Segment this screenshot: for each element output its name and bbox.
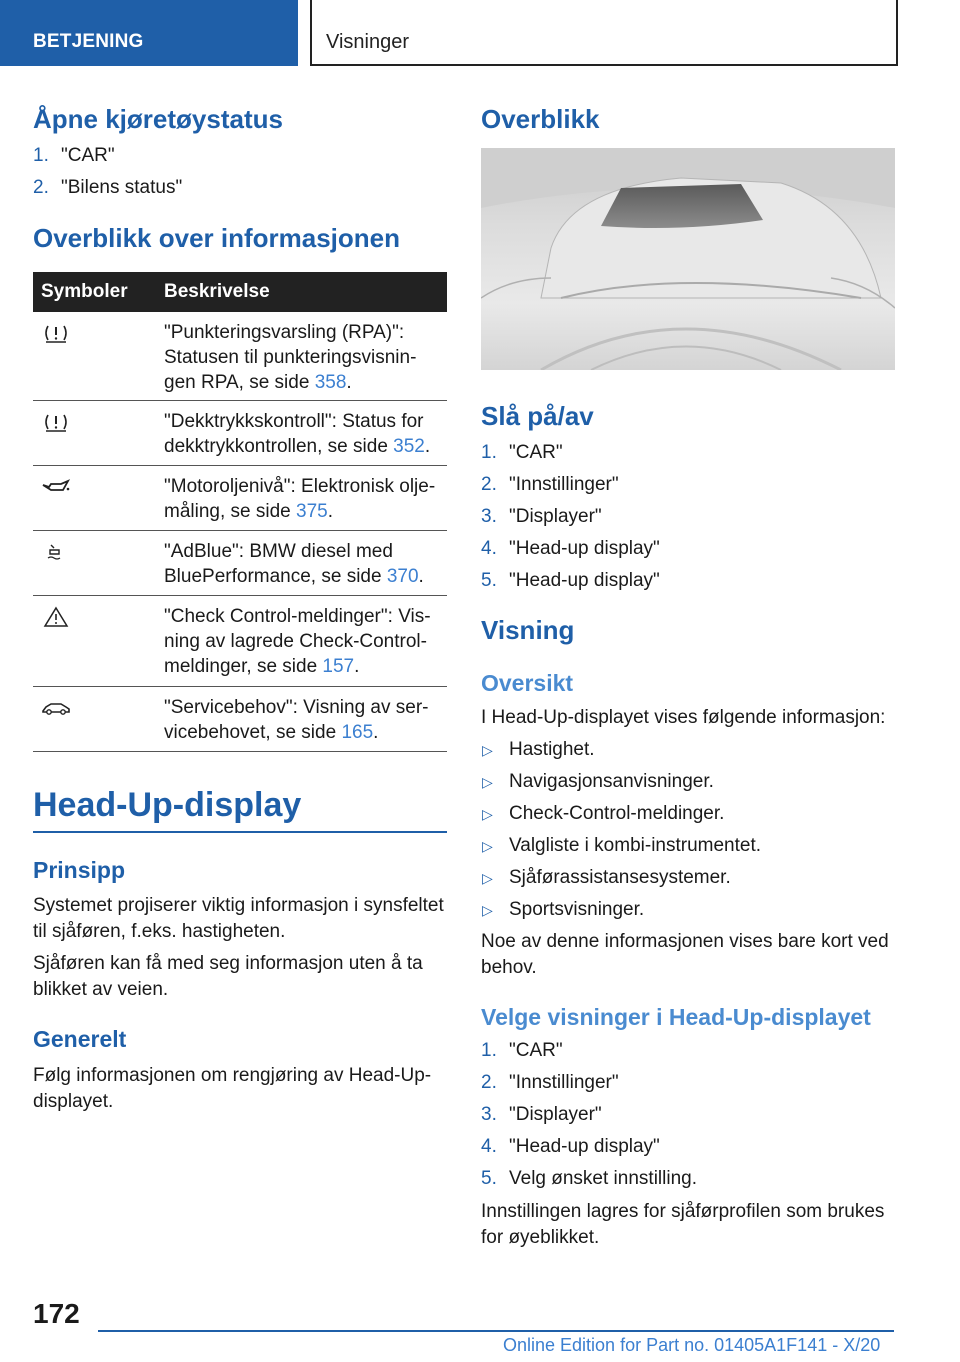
list-item: ▷ Valgliste i kombi-instrumentet.: [482, 835, 762, 856]
page-link[interactable]: 375: [296, 501, 328, 522]
display-bullets: [481, 737, 895, 929]
page-number: 172: [33, 1298, 80, 1329]
car-service-icon: [41, 697, 71, 719]
table-row: [33, 687, 447, 752]
select-views-steps: [481, 1038, 895, 1198]
list-item: 4. "Head-up display": [481, 1136, 660, 1157]
on-off-steps: [481, 440, 895, 600]
list-item: 5. Velg ønsket innstilling.: [481, 1168, 697, 1189]
hud-dashboard-image: [481, 148, 895, 370]
list-item: 5. "Head-up display": [481, 570, 660, 591]
subsection-box: [310, 0, 898, 66]
warning-triangle-icon: [41, 606, 71, 628]
table-header: [33, 272, 447, 312]
principle-paragraph-1: Systemet projiserer viktig informasjon i synsfeltet til sjåføren, f.eks. hastigheten.: [33, 895, 444, 942]
overview-right-heading: Overblikk: [481, 104, 600, 134]
footer-divider: [98, 1330, 894, 1332]
table-header-description: Beskrivelse: [164, 281, 270, 302]
section-tab: [0, 0, 298, 66]
list-item: 1. "CAR": [481, 1040, 563, 1061]
hud-photo: [481, 148, 895, 370]
page-link[interactable]: 352: [393, 436, 425, 457]
select-views-note: Innstillingen lagres for sjåførprofilen som brukes for øyeblikket.: [481, 1201, 885, 1248]
list-item: 3. "Displayer": [481, 506, 602, 527]
section-title: BETJENING: [33, 31, 144, 52]
table-row: [33, 596, 447, 687]
page-link[interactable]: 165: [341, 722, 374, 743]
overview-heading: Overblikk over informasjonen: [33, 223, 401, 253]
row-description: "Punkteringsvarsling (RPA)": Statusen til punkteringsvisnin-gen RPA, se side 358.: [164, 322, 417, 393]
list-item: ▷ Sjåførassistansesystemer.: [482, 867, 731, 888]
page-link[interactable]: 157: [322, 656, 355, 677]
tire-warning-icon: [41, 411, 71, 433]
display-heading: Visning: [481, 615, 575, 645]
table-row: [33, 466, 447, 531]
hud-heading: Head-Up-display: [33, 786, 447, 833]
principle-heading: Prinsipp: [33, 857, 126, 883]
oil-can-icon: [41, 476, 71, 498]
tire-warning-icon: [41, 322, 71, 344]
adblue-icon: [41, 541, 71, 563]
open-status-steps: [33, 143, 447, 207]
page-link[interactable]: 370: [386, 566, 419, 587]
general-paragraph: Følg informasjonen om rengjøring av Head-Up-displayet.: [33, 1065, 432, 1112]
subsection-title: Visninger: [326, 31, 410, 53]
general-heading: Generelt: [33, 1026, 127, 1052]
select-views-heading: Velge visninger i Head-Up-displayet: [481, 1004, 871, 1030]
table-header-symbols: Symboler: [41, 281, 128, 302]
table-row: [33, 531, 447, 596]
list-item: ▷ Sportsvisninger.: [482, 899, 645, 920]
row-description: "Check Control-meldinger": Vis-ning av lagrede Check-Control-meldinger, se side 157.: [164, 606, 431, 677]
list-item: 1. "CAR": [33, 145, 115, 166]
row-description: "Servicebehov": Visning av ser-vicebehovet, se side 165.: [164, 697, 429, 743]
row-description: "Motoroljenivå": Elektronisk olje-måling, se side 375.: [164, 476, 436, 522]
footer-edition: Online Edition for Part no. 01405A1F141 - X/20: [503, 1335, 881, 1355]
list-item: 3. "Displayer": [481, 1104, 602, 1125]
principle-paragraph-2: Sjåføren kan få med seg informasjon uten å ta blikket av veien.: [33, 953, 423, 1000]
table-row: [33, 312, 447, 401]
page-link[interactable]: 358: [314, 372, 347, 393]
list-item: ▷ Hastighet.: [482, 739, 595, 760]
list-item: 4. "Head-up display": [481, 538, 660, 559]
list-item: 2. "Innstillinger": [481, 474, 619, 495]
row-description: "AdBlue": BMW diesel med BluePerformance, se side 370.: [164, 541, 424, 587]
open-status-heading: Åpne kjøretøystatus: [33, 104, 283, 134]
symbols-table: [33, 272, 447, 752]
display-intro: I Head-Up-displayet vises følgende informasjon:: [481, 707, 886, 728]
list-item: 1. "CAR": [481, 442, 563, 463]
list-item: ▷ Check-Control-meldinger.: [482, 803, 725, 824]
display-overview-heading: Oversikt: [481, 670, 574, 696]
list-item: ▷ Navigasjonsanvisninger.: [482, 771, 714, 792]
row-description: "Dekktrykkskontroll": Status for dekktrykkontrollen, se side 352.: [164, 411, 431, 457]
table-row: [33, 401, 447, 466]
list-item: 2. "Innstillinger": [481, 1072, 619, 1093]
on-off-heading: Slå på/av: [481, 401, 594, 431]
list-item: 2. "Bilens status": [33, 177, 183, 198]
display-note: Noe av denne informasjonen vises bare kort ved behov.: [481, 931, 889, 978]
